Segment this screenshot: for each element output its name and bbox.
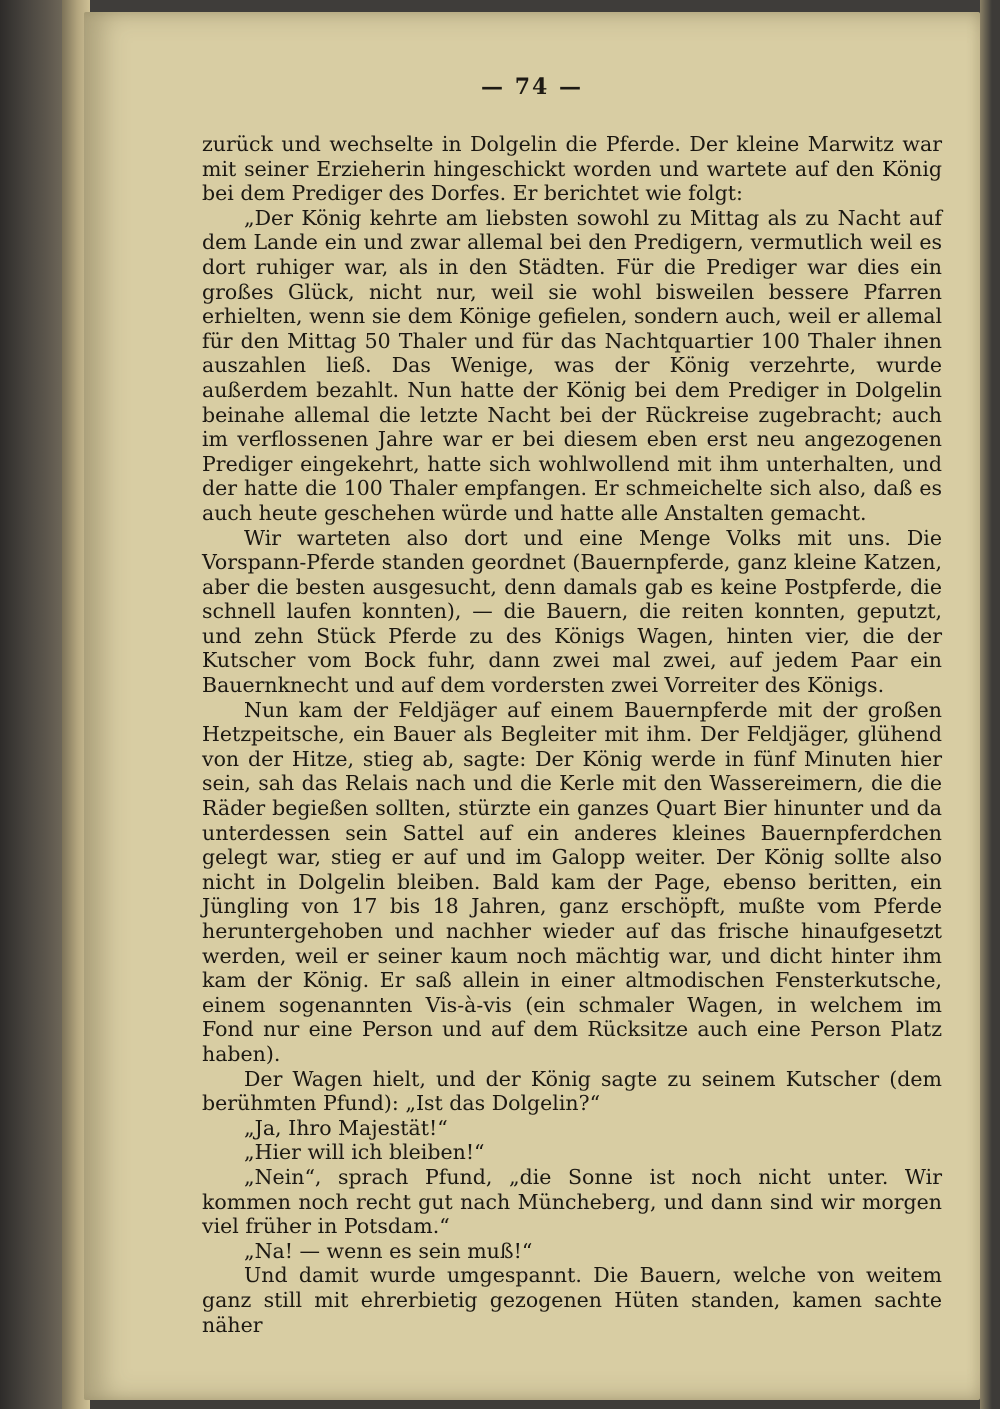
paragraph: „Nein“, sprach Pfund, „die Sonne ist noch nicht unter. Wir kommen noch recht gut nach Müncheberg, und dann sind wir morgen viel früher in Potsdam.“ (202, 1164, 942, 1239)
paragraph: zurück und wechselte in Dolgelin die Pferde. Der kleine Marwitz war mit seiner Erzieherin hingeschickt worden und wartete auf den König bei dem Prediger des Dorfes. Er berichtet wie folgt: (202, 132, 942, 206)
paragraph: Nun kam der Feldjäger auf einem Bauernpferde mit der großen Hetzpeitsche, ein Bauer als Begleiter mit ihm. Der Feldjäger, glühend von der Hitze, stieg ab, sagte: Der König werde in fünf Minuten hier sein, sah das Relais nach und die Kerle mit den Wassereimern, die die Räder begießen sollten, stürzte ein ganzes Quart Bier hinunter und da unterdessen sein Sattel auf ein anderes kleines Bauernpferdchen gelegt war, stieg er auf und im Galopp weiter. Der König sollte also nicht in Dolgelin bleiben. Bald kam der Page, ebenso beritten, ein Jüngling von 17 bis 18 Jahren, ganz erschöpft, mußte vom Pferde heruntergehoben und nachher wieder auf das frische hinaufgesetzt werden, weil er seiner kaum noch mächtig war, und dicht hinter ihm kam der König. Er saß allein in einer altmodischen Fensterkutsche, einem sogenannten Vis-à-vis (ein schmaler Wagen, in welchem im Fond nur eine Person und auf dem Rücksitze auch eine Person Platz haben). (202, 697, 942, 1066)
body-text (202, 132, 942, 1337)
book-page (84, 12, 980, 1400)
paragraph: „Der König kehrte am liebsten sowohl zu Mittag als zu Nacht auf dem Lande ein und zwar allemal bei den Predigern, vermutlich weil es dort ruhiger war, als in den Städten. Für die Prediger war dies ein großes Glück, nicht nur, weil sie wohl bisweilen bessere Pfarren erhielten, wenn sie dem Könige gefielen, sondern auch, weil er allemal für den Mittag 50 Thaler und für das Nachtquartier 100 Thaler ihnen auszahlen ließ. Das Wenige, was der König verzehrte, wurde außerdem bezahlt. Nun hatte der König bei dem Prediger in Dolgelin beinahe allemal die letzte Nacht bei der Rückreise zugebracht; auch im verflossenen Jahre war er bei diesem eben erst neu angezogenen Prediger eingekehrt, hatte sich wohlwollend mit ihm unterhalten, und der hatte die 100 Thaler empfangen. Er schmeichelte sich also, daß es auch heute geschehen würde und hatte alle Anstalten gemacht. (202, 205, 942, 525)
page-number: — 74 — (481, 74, 583, 100)
paragraph: Und damit wurde umgespannt. Die Bauern, welche von weitem ganz still mit ehrerbietig gezogenen Hüten standen, kamen sachte näher (202, 1263, 942, 1337)
scan-right-edge (980, 0, 1000, 1409)
paragraph: „Hier will ich bleiben!“ (244, 1140, 485, 1165)
book-binding (0, 0, 62, 1409)
paragraph: „Na! — wenn es sein muß!“ (244, 1238, 533, 1263)
paragraph: Der Wagen hielt, und der König sagte zu seinem Kutscher (dem berühmten Pfund): „Ist das Dolgelin?“ (202, 1066, 942, 1116)
paragraph: Wir warteten also dort und eine Menge Volks mit uns. Die Vorspann-Pferde standen geordnet (Bauernpferde, ganz kleine Katzen, aber die besten ausgesucht, denn damals gab es keine Postpferde, die schnell laufen konnten), — die Bauern, die reiten konnten, geputzt, und zehn Stück Pferde zu des Königs Wagen, hinten vier, die der Kutscher vom Bock fuhr, dann zwei mal zwei, auf jedem Paar ein Bauernknecht und auf dem vordersten zwei Vorreiter des Königs. (202, 525, 942, 698)
paragraph: „Ja, Ihro Majestät!“ (244, 1115, 448, 1140)
